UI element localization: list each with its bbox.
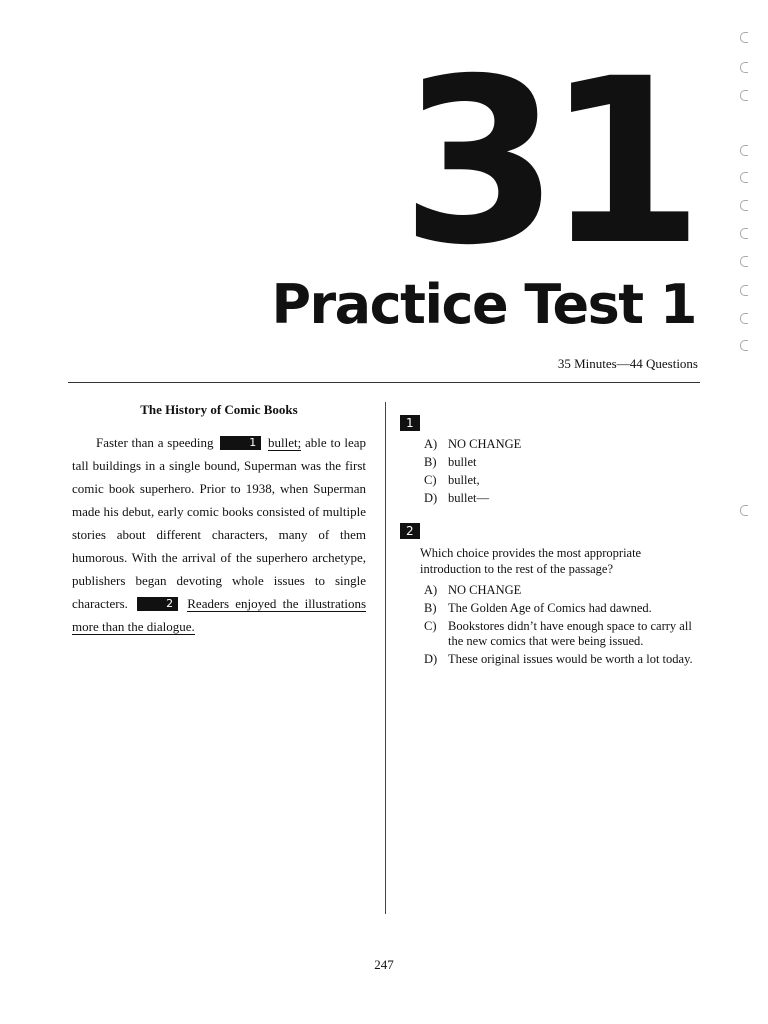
binding-hole-mark [740, 505, 748, 516]
answer-option[interactable] [424, 619, 702, 649]
binding-hole-mark [740, 200, 748, 211]
binding-hole-mark [740, 32, 748, 43]
answer-option[interactable] [424, 437, 702, 452]
option-text: These original issues would be worth a lot today. [448, 652, 693, 666]
answer-option[interactable] [424, 652, 702, 667]
test-timing: 35 Minutes—44 Questions [557, 356, 698, 371]
answer-option[interactable] [424, 601, 702, 616]
option-text: NO CHANGE [448, 583, 522, 597]
option-letter: B) [424, 455, 437, 469]
answer-option[interactable] [424, 473, 702, 488]
binding-hole-mark [740, 228, 748, 239]
question-number: 1 [400, 415, 420, 431]
chapter-title: Practice Test 1 [271, 273, 696, 336]
underlined-portion-1: bullet; [268, 435, 302, 450]
option-letter: A) [424, 583, 438, 597]
binding-hole-mark [740, 313, 748, 324]
option-letter: D) [424, 652, 438, 666]
option-text: NO CHANGE [448, 437, 522, 451]
answer-option[interactable] [424, 455, 702, 470]
page-number: 247 [374, 957, 394, 972]
header-rule [68, 382, 700, 383]
binding-hole-mark [740, 90, 748, 101]
answer-option[interactable] [424, 583, 702, 598]
option-text: bullet, [448, 473, 480, 487]
question-block [400, 414, 702, 506]
option-letter: C) [424, 619, 437, 633]
chapter-number: 31 [400, 29, 690, 295]
question-stem: Which choice provides the most appropriate introduction to the rest of the passage? [420, 546, 642, 576]
passage-text-start: Faster than a speeding [96, 435, 214, 450]
answer-options [424, 583, 702, 667]
question-marker-2: 2 [137, 597, 178, 611]
answer-options [424, 437, 702, 506]
option-letter: D) [424, 491, 438, 505]
option-text: bullet [448, 455, 477, 469]
option-text: bullet— [448, 491, 489, 505]
passage-paragraph [72, 431, 366, 638]
passage-title: The History of Comic Books [140, 402, 298, 417]
column-divider [385, 402, 386, 914]
binding-hole-mark [740, 340, 748, 351]
binding-hole-mark [740, 256, 748, 267]
question-number: 2 [400, 523, 420, 539]
option-letter: C) [424, 473, 437, 487]
option-text: The Golden Age of Comics had dawned. [448, 601, 652, 615]
binding-hole-mark [740, 62, 748, 73]
question-block [400, 522, 702, 667]
underlined-portion-2: Readers enjoyed the illustrations more than the dialogue. [72, 596, 367, 634]
option-letter: B) [424, 601, 437, 615]
binding-hole-mark [740, 145, 748, 156]
passage-text-middle: able to leap tall buildings in a single bound, Superman was the first comic book superhero. Prior to 1938, when Superman made his debut, early comic books consisted of multiple stories about different characters, many of them humorous. With the arrival of the superhero archetype, publishers began devoting whole issues to single characters. [72, 435, 367, 611]
question-marker-1: 1 [220, 436, 261, 450]
binding-holes [736, 0, 760, 1024]
questions-column [400, 414, 702, 683]
option-text: Bookstores didn’t have enough space to carry all the new comics that were being issued. [448, 619, 692, 648]
binding-hole-mark [740, 172, 748, 183]
binding-hole-mark [740, 285, 748, 296]
answer-option[interactable] [424, 491, 702, 506]
option-letter: A) [424, 437, 438, 451]
passage-column [72, 402, 366, 638]
